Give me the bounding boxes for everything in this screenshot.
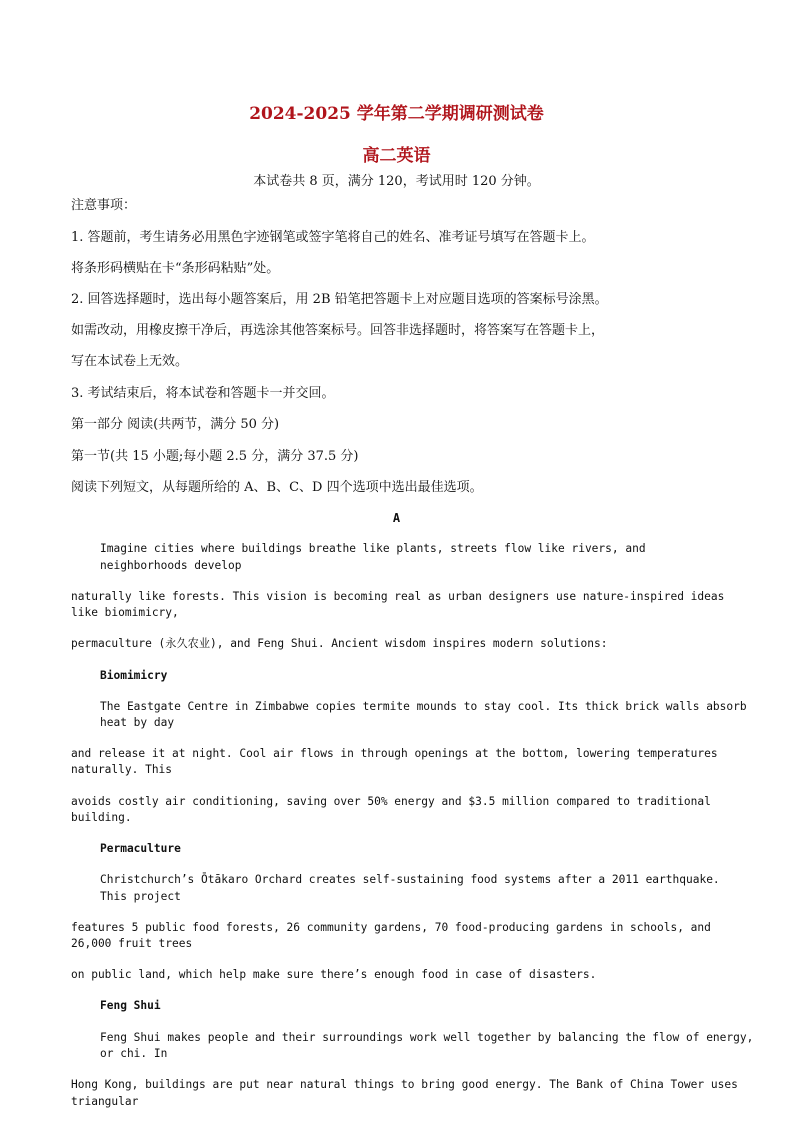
passage-line: triangular (71, 1095, 139, 1108)
subheading-biomimicry: Biomimicry (100, 669, 168, 682)
subheading-permaculture: Permaculture (100, 842, 181, 855)
passage-line: avoids costly air conditioning, saving over 50% energy and $3.5 million compared to traditional (71, 795, 711, 808)
passage-label: A (392, 511, 401, 525)
passage-line: on public land, which help make sure there’s enough food in case of disasters. (71, 968, 597, 981)
notes-heading: 注意事项： (71, 198, 137, 213)
passage-line: like biomimicry, (71, 606, 179, 619)
passage-line: 26,000 fruit trees (71, 937, 193, 950)
passage-line: features 5 public food forests, 26 community gardens, 70 food-producing gardens in schools, and (71, 921, 711, 934)
note-item-3: 3. 考试结束后，将本试卷和答题卡一并交回。 (71, 386, 335, 401)
subheading-feng-shui: Feng Shui (100, 999, 161, 1012)
note-item-2: 2. 回答选择题时，选出每小题答案后，用 2B 铅笔把答题卡上对应题目选项的答案标号涂黑。 (71, 292, 608, 307)
passage-line: Feng Shui makes people and their surroundings work well together by balancing the flow of energy, (100, 1031, 754, 1044)
passage-line: neighborhoods develop (100, 559, 242, 572)
part-heading: 第一部分 阅读(共两节，满分 50 分) (71, 417, 280, 432)
passage-line: Imagine cities where buildings breathe like plants, streets flow like rivers, and (100, 542, 646, 555)
note-item-2-cont2: 写在本试卷上无效。 (71, 354, 189, 369)
passage-line: building. (71, 811, 132, 824)
note-item-1-cont: 将条形码横贴在卡“条形码粘贴”处。 (71, 261, 280, 276)
passage-line: Christchurch’s Ōtākaro Orchard creates self-sustaining food systems after a 2011 earthquake. (100, 873, 720, 886)
passage-line: naturally. This (71, 763, 173, 776)
note-item-2-cont: 如需改动，用橡皮擦干净后，再选涂其他答案标号。回答非选择题时，将答案写在答题卡上， (71, 323, 605, 338)
passage-line: The Eastgate Centre in Zimbabwe copies termite mounds to stay cool. Its thick brick walls absorb (100, 700, 747, 713)
passage-line: or chi. In (100, 1047, 168, 1060)
passage-line: Hong Kong, buildings are put near natural things to bring good energy. The Bank of China Tower uses (71, 1078, 738, 1091)
passage-line: naturally like forests. This vision is becoming real as urban designers use nature-inspired ideas (71, 590, 725, 603)
passage-line: and release it at night. Cool air flows in through openings at the bottom, lowering temperatures (71, 747, 718, 760)
exam-title: 2024-2025 学年第二学期调研测试卷 (249, 104, 544, 124)
exam-intro: 本试卷共 8 页，满分 120，考试用时 120 分钟。 (253, 174, 540, 189)
passage-line: This project (100, 890, 181, 903)
section-heading: 第一节(共 15 小题;每小题 2.5 分，满分 37.5 分) (71, 449, 359, 464)
reading-instruction: 阅读下列短文，从每题所给的 A、B、C、D 四个选项中选出最佳选项。 (71, 480, 483, 495)
passage-line: permaculture (永久农业), and Feng Shui. Ancient wisdom inspires modern solutions: (71, 637, 608, 650)
note-item-1: 1. 答题前，考生请务必用黑色字迹钢笔或签字笔将自己的姓名、准考证号填写在答题卡上。 (71, 230, 595, 245)
subject-title: 高二英语 (362, 146, 431, 166)
passage-line: heat by day (100, 716, 175, 729)
